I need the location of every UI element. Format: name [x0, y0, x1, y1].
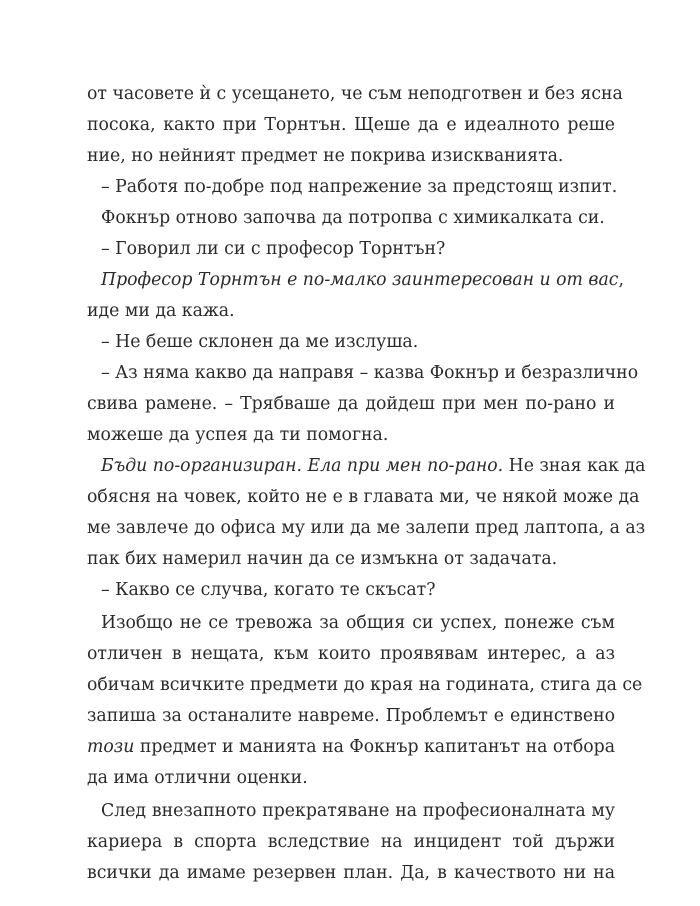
text-segment: пак бих намерил начин да се измъкна от задачата.	[87, 549, 558, 569]
text-segment: обясня на човек, който не е в главата ми, че някой може да	[87, 487, 640, 507]
text-line	[87, 358, 639, 389]
text-line	[87, 732, 615, 763]
text-segment: Фокнър отново започва да потропва с химикалката си.	[101, 208, 605, 228]
text-line	[87, 513, 646, 544]
body-text	[87, 79, 646, 889]
text-line	[87, 796, 615, 827]
text-line	[87, 701, 615, 732]
text-segment: – Говорил ли си с професор Торнтън?	[101, 239, 446, 259]
text-segment: След внезапното прекратяване на професионалната му	[101, 801, 615, 821]
text-segment: ние, но нейният предмет не покрива изискванията.	[87, 146, 564, 166]
text-segment: можеше да успея да ти помогна.	[87, 425, 389, 445]
text-segment: ,	[618, 270, 624, 290]
text-line	[87, 296, 615, 327]
italic-text: Бъди по-организиран. Ела при мен по-рано.	[101, 456, 504, 476]
text-line	[87, 141, 615, 172]
text-segment: предмет и манията на Фокнър капитанът на отбора	[134, 737, 616, 757]
text-line	[87, 110, 615, 141]
text-line	[87, 389, 615, 420]
text-segment: кариера в спорта вследствие на инцидент той държи	[87, 832, 615, 852]
text-line	[87, 79, 623, 110]
text-line	[87, 203, 615, 234]
text-segment: свива рамене. – Трябваше да дойдеш при мен по-рано и	[87, 394, 615, 414]
text-segment: Изобщо не се тревожа за общия си успех, понеже съм	[101, 613, 615, 633]
text-line	[87, 420, 615, 451]
text-segment: отличен в нещата, към които проявявам интерес, а аз	[87, 644, 615, 664]
text-segment: – Не беше склонен да ме изслуша.	[101, 332, 419, 352]
text-segment: посока, както при Торнтън. Щеше да е идеалното реше	[87, 115, 615, 135]
text-segment: – Работя по-добре под напрежение за предстоящ изпит.	[101, 177, 618, 197]
text-line	[87, 858, 615, 889]
text-segment: да има отлични оценки.	[87, 768, 308, 788]
text-line	[87, 451, 646, 482]
text-segment: всички да имаме резервен план. Да, в качеството ни на	[87, 863, 615, 883]
italic-text: Професор Торнтън е по-малко заинтересован и от вас	[101, 270, 619, 290]
text-line	[87, 608, 615, 639]
text-segment: – Аз няма какво да направя – казва Фокнър и безразлично	[101, 363, 639, 383]
text-segment: обичам всичките предмети до края на годината, стига да се	[87, 675, 643, 695]
text-segment: от часовете ѝ с усещането, че съм неподготвен и без ясна	[87, 84, 623, 104]
text-line	[87, 234, 615, 265]
text-segment: Не зная как да	[503, 456, 646, 476]
italic-text: този	[87, 737, 135, 757]
text-line	[87, 827, 615, 858]
text-line	[87, 482, 640, 513]
text-line	[87, 763, 615, 794]
text-line	[87, 544, 615, 575]
text-line	[87, 670, 643, 701]
text-segment: ме завлече до офиса му или да ме залепи пред лаптопа, а аз	[87, 518, 646, 538]
text-line	[87, 639, 615, 670]
text-line	[87, 265, 624, 296]
text-line	[87, 575, 615, 606]
text-line	[87, 327, 615, 358]
text-segment: иде ми да кажа.	[87, 301, 235, 321]
text-segment: запиша за останалите навреме. Проблемът е единствено	[87, 706, 615, 726]
text-segment: – Какво се случва, когато те скъсат?	[101, 580, 436, 600]
text-line	[87, 172, 618, 203]
